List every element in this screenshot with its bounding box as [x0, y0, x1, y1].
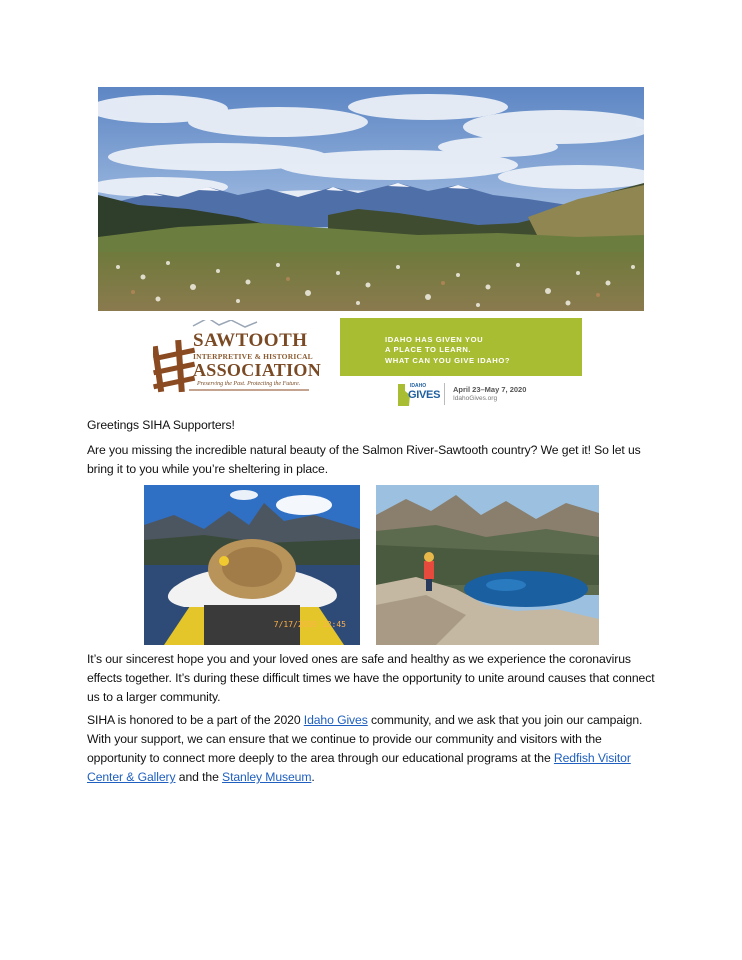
idaho-gives-logo [395, 382, 439, 408]
idaho-gives-line-1: IDAHO HAS GIVEN YOU [385, 335, 484, 344]
idaho-gives-banner [340, 318, 582, 376]
greeting-text: Greetings SIHA Supporters! [87, 418, 235, 432]
idaho-gives-logo-main: GIVES [408, 389, 441, 401]
idaho-gives-dates: April 23–May 7, 2020 [453, 385, 527, 394]
idaho-gives-line-3: WHAT CAN YOU GIVE IDAHO? [385, 356, 511, 365]
idaho-gives-divider [444, 383, 445, 405]
photo-date-stamp: 7/17/2019 12:45 [273, 620, 346, 629]
mountain-lake-photo [376, 485, 599, 645]
siha-logo [153, 320, 321, 398]
landscape-banner-image [98, 87, 644, 311]
campaign-text-1: SIHA is honored to be a part of the 2020 [87, 713, 304, 727]
logo-title-sawtooth: SAWTOOTH [193, 330, 308, 351]
redfish-visitor-center-link[interactable]: Redfish Visitor Center & Gallery [87, 751, 631, 784]
campaign-text-3: and the [175, 770, 223, 784]
idaho-gives-line-2: A PLACE TO LEARN. [385, 345, 472, 354]
kayak-photo [144, 485, 360, 645]
intro-paragraph: Are you missing the incredible natural beauty of the Salmon River-Sawtooth country? We get it! So let us bring it to you while you’re sheltering in place. [87, 443, 641, 476]
campaign-text-2: community, and we ask that you join our campaign. With your support, we can ensure that we continue to provide our community and visitors with the opportunity to connect more deeply to the area through our educational programs at the [87, 713, 643, 765]
logo-tagline: Preserving the Past. Protecting the Future. [197, 381, 301, 387]
logo-title-association: ASSOCIATION [193, 360, 321, 380]
idaho-gives-site: IdahoGives.org [453, 395, 498, 402]
logo-subtitle: INTERPRETIVE & HISTORICAL [193, 352, 313, 361]
stanley-museum-link[interactable]: Stanley Museum [222, 770, 312, 784]
campaign-paragraph [87, 711, 661, 787]
hope-paragraph: It’s our sincerest hope you and your loved ones are safe and healthy as we experience the coronavirus effects together. It’s during these difficult times we have the opportunity to unite around causes that connect us to a larger community. [87, 652, 655, 704]
campaign-text-4: . [311, 770, 315, 784]
idaho-gives-link[interactable]: Idaho Gives [303, 713, 368, 727]
idaho-gives-logo-top: IDAHO [410, 383, 427, 389]
